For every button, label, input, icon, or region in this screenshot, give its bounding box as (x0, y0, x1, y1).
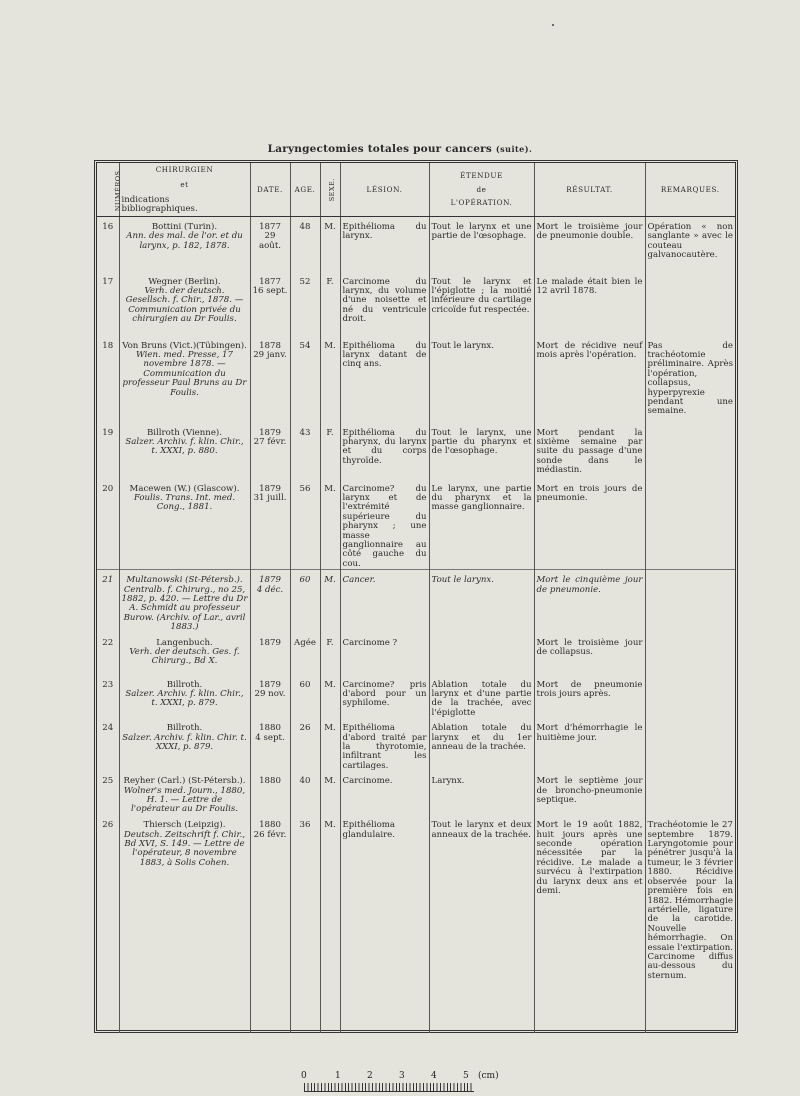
remarques-cell (645, 570, 735, 633)
lesion-cell: Epithélioma du pharynx, du larynx et du corps thyroïde. (340, 423, 429, 479)
etendue-cell: Tout le larynx. (429, 336, 534, 423)
scale-ruler (304, 1083, 474, 1092)
resultat-cell: Mort le troisième jour de pneumonie double. (534, 217, 645, 272)
sex-cell: M. (320, 771, 340, 815)
lesion-cell: Carcinome du larynx, du volume d'une noisette et né du ventricule droit. (340, 272, 429, 336)
resultat-cell: Mort pendant la sixième semaine par suite du passage d'une sonde dans le médiastin. (534, 423, 645, 479)
remarques-cell (645, 718, 735, 771)
page-title: Laryngectomies totales pour cancers (suite). (267, 143, 533, 155)
surgeon-cell: Macewen (W.) (Glascow). Foulis. Trans. Int. med. Cong., 1881. (119, 479, 250, 570)
lesion-cell: Carcinome? pris d'abord pour un syphilome. (340, 675, 429, 719)
etendue-cell: Tout le larynx et l'épiglotte ; la moitié inférieure du cartilage cricoïde fut respectée. (429, 272, 534, 336)
laryngectomy-table (97, 163, 735, 1033)
surgeon-cell: Bottini (Turin). Ann. des mal. de l'or. et du larynx, p. 182, 1878. (119, 217, 250, 272)
sex-cell: M. (320, 570, 340, 633)
date-cell: 1879 27 févr. (250, 423, 290, 479)
etendue-cell: Ablation totale du larynx et du 1er anneau de la trachée. (429, 718, 534, 771)
surgeon-cell: Billroth. Salzer. Archiv. f. klin. Chir. t. XXXI, p. 879. (119, 718, 250, 771)
sex-cell: M. (320, 675, 340, 719)
sex-cell: F. (320, 272, 340, 336)
scale-tick-label: 2 (367, 1071, 373, 1081)
surgeon-cell: Billroth (Vienne). Salzer. Archiv. f. klin. Chir., t. XXXI, p. 880. (119, 423, 250, 479)
scale-tick-label: 1 (335, 1071, 341, 1081)
remarques-cell (645, 423, 735, 479)
lesion-cell: Epithélioma d'abord traité par la thyrotomie, infiltrant les cartilages. (340, 718, 429, 771)
row-number: 24 (102, 723, 114, 734)
resultat-cell: Mort le 19 août 1882, huit jours après une seconde opération nécessitée par la récidive. Le malade a survécu à l'extirpation du larynx deux ans et demi. (534, 815, 645, 1033)
sex-cell: F. (320, 633, 340, 675)
age-cell: 60 (290, 570, 320, 633)
sex-cell: M. (320, 718, 340, 771)
etendue-cell: Tout le larynx. (429, 570, 534, 633)
resultat-cell: Mort en trois jours de pneumonie. (534, 479, 645, 570)
etendue-cell: Tout le larynx et deux anneaux de la trachée. (429, 815, 534, 1033)
lesion-cell: Carcinome? du larynx et de l'extrémité supérieure du pharynx ; une masse ganglionnaire au côté gauche du cou. (340, 479, 429, 570)
etendue-cell: Larynx. (429, 771, 534, 815)
etendue-cell (429, 633, 534, 675)
scale-tick-label: 5 (463, 1071, 469, 1081)
date-cell: 1880 26 févr. (250, 815, 290, 1033)
remarques-cell (645, 272, 735, 336)
table-row (97, 217, 735, 272)
lesion-cell: Cancer. (340, 570, 429, 633)
header-remarques: REMARQUES. (645, 163, 735, 217)
table-row (97, 272, 735, 336)
etendue-cell: Tout le larynx, une partie du pharynx et de l'œsophage. (429, 423, 534, 479)
age-cell: 54 (290, 336, 320, 423)
row-number: 22 (102, 637, 114, 648)
age-cell: 26 (290, 718, 320, 771)
surgeon-cell: Wegner (Berlin). Verh. der deutsch. Gesellsch. f. Chir., 1878. — Communication privée du chirurgien au Dr Foulis. (119, 272, 250, 336)
age-cell: 56 (290, 479, 320, 570)
scale-tick-label: 4 (431, 1071, 437, 1081)
surgeon-cell: Billroth. Salzer. Archiv. f. klin. Chir., t. XXXI, p. 879. (119, 675, 250, 719)
header-numeros: NUMÉROS. (97, 163, 119, 217)
date-cell: 1879 4 déc. (250, 570, 290, 633)
header-age: AGE. (290, 163, 320, 217)
resultat-cell: Le malade était bien le 12 avril 1878. (534, 272, 645, 336)
lesion-cell: Epithélioma du larynx. (340, 217, 429, 272)
header-row (97, 163, 735, 217)
header-resultat: RÉSULTAT. (534, 163, 645, 217)
surgeon-cell: Thiersch (Leipzig). Deutsch. Zeitschrift f. Chir., Bd XVI, S. 149. — Lettre de l'opérateur, 8 novembre 1883, à Solis Cohen. (119, 815, 250, 1033)
row-number: 26 (102, 820, 114, 831)
table-row (97, 675, 735, 719)
date-cell: 1877 16 sept. (250, 272, 290, 336)
table-row (97, 771, 735, 815)
surgeon-cell: Von Bruns (Vict.)(Tübingen). Wien. med. Presse, 17 novembre 1878. — Communication du professeur Paul Bruns au Dr Foulis. (119, 336, 250, 423)
remarques-cell: Trachéotomie le 27 septembre 1879. Laryngotomie pour pénétrer jusqu'à la tumeur, le 3 février 1880. Récidive observée pour la première fois en 1882. Hémorrhagie artérielle, ligature de la carotide. Nouvelle hémorrhagie. On essaie l'extirpation. Carcinome diffus au-dessous du sternum. (645, 815, 735, 1033)
resultat-cell: Mort de pneumonie trois jours après. (534, 675, 645, 719)
age-cell: Agée (290, 633, 320, 675)
table-row (97, 423, 735, 479)
table-row (97, 815, 735, 1033)
etendue-cell: Ablation totale du larynx et d'une partie de la trachée, avec l'épiglotte (429, 675, 534, 719)
scale-bar (298, 1071, 499, 1092)
date-cell: 1880 (250, 771, 290, 815)
row-number: 20 (102, 483, 114, 494)
resultat-cell: Mort de récidive neuf mois après l'opération. (534, 336, 645, 423)
sex-cell: M. (320, 479, 340, 570)
row-number: 23 (102, 679, 114, 690)
remarques-cell (645, 633, 735, 675)
age-cell: 43 (290, 423, 320, 479)
lesion-cell: Epithélioma du larynx datant de cinq ans. (340, 336, 429, 423)
resultat-cell: Mort le septième jour de broncho-pneumonie septique. (534, 771, 645, 815)
row-number: 17 (102, 276, 114, 287)
etendue-cell: Le larynx, une partie du pharynx et la masse ganglionnaire. (429, 479, 534, 570)
table-row (97, 336, 735, 423)
remarques-cell: Pas de trachéotomie préliminaire. Après l'opération, collapsus, hyperpyrexie pendant une semaine. (645, 336, 735, 423)
sex-cell: M. (320, 336, 340, 423)
table-row (97, 633, 735, 675)
surgeon-cell: Langenbuch. Verh. der deutsch. Ges. f. Chirurg., Bd X. (119, 633, 250, 675)
resultat-cell: Mort le cinquième jour de pneumonie. (534, 570, 645, 633)
scale-tick-label: 0 (301, 1071, 307, 1081)
table-row (97, 479, 735, 570)
age-cell: 52 (290, 272, 320, 336)
header-lesion: LÉSION. (340, 163, 429, 217)
sex-cell: M. (320, 217, 340, 272)
row-number: 18 (102, 340, 114, 351)
speck (552, 24, 554, 26)
age-cell: 48 (290, 217, 320, 272)
date-cell: 1880 4 sept. (250, 718, 290, 771)
table-row (97, 718, 735, 771)
surgeon-cell: Multanowski (St-Pétersb.). Centralb. f. Chirurg., no 25, 1882, p. 420. — Lettre du Dr A. Schmidt au professeur Burow. (Archiv. of Lar., avril 1883.) (119, 570, 250, 633)
header-etendue: ÉTENDUE de L'OPÉRATION. (429, 163, 534, 217)
age-cell: 36 (290, 815, 320, 1033)
lesion-cell: Carcinome. (340, 771, 429, 815)
sex-cell: F. (320, 423, 340, 479)
resultat-cell: Mort le troisième jour de collapsus. (534, 633, 645, 675)
lesion-cell: Epithélioma glandulaire. (340, 815, 429, 1033)
lesion-cell: Carcinome ? (340, 633, 429, 675)
date-cell: 1879 31 juill. (250, 479, 290, 570)
date-cell: 1878 29 janv. (250, 336, 290, 423)
row-number: 16 (102, 222, 114, 232)
scale-tick-label: 3 (399, 1071, 405, 1081)
header-date: DATE. (250, 163, 290, 217)
row-number: 25 (102, 776, 114, 787)
date-cell: 1879 29 nov. (250, 675, 290, 719)
age-cell: 60 (290, 675, 320, 719)
resultat-cell: Mort d'hémorrhagie le huitième jour. (534, 718, 645, 771)
sex-cell: M. (320, 815, 340, 1033)
remarques-cell (645, 675, 735, 719)
header-chirurgien: CHIRURGIEN et indications bibliographiques. (119, 163, 250, 217)
date-cell: 1879 (250, 633, 290, 675)
etendue-cell: Tout le larynx et une partie de l'œsophage. (429, 217, 534, 272)
scale-unit: (cm) (478, 1071, 499, 1081)
remarques-cell (645, 479, 735, 570)
remarques-cell: Opération « non sanglante » avec le couteau galvanocautère. (645, 217, 735, 272)
row-number: 21 (97, 570, 119, 633)
header-sexe: SEXE. (320, 163, 340, 217)
table-row (97, 570, 735, 633)
surgeon-cell: Reyher (Carl.) (St-Pétersb.). Wolner's med. Journ., 1880, H. 1. — Lettre de l'opérateur au Dr Foulis. (119, 771, 250, 815)
remarques-cell (645, 771, 735, 815)
row-number: 19 (102, 427, 114, 438)
date-cell: 1877 29 août. (250, 217, 290, 272)
age-cell: 40 (290, 771, 320, 815)
